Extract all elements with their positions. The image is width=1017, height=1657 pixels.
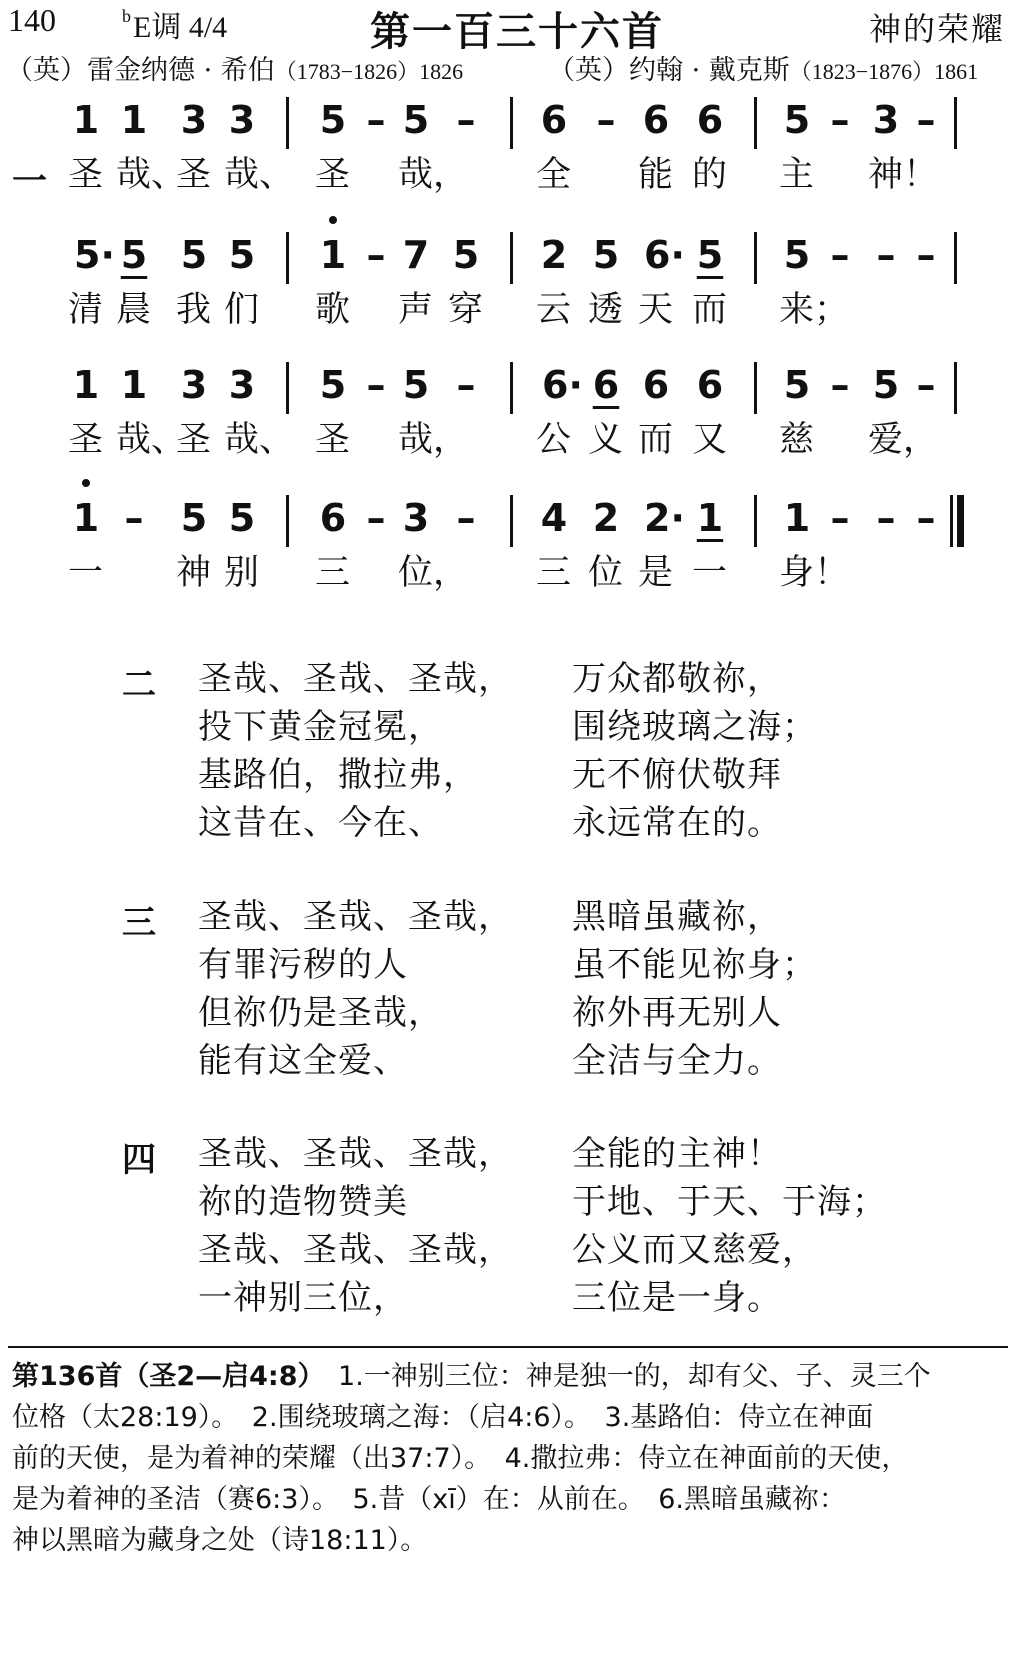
- lyric-syllable: 哉、: [224, 420, 295, 460]
- lyric-syllable: 清: [68, 290, 104, 330]
- verse-number: 一: [12, 162, 48, 202]
- high-octave-dot: [82, 479, 90, 487]
- verse-line: 祢外再无别人: [572, 993, 782, 1033]
- verse-line: 虽不能见祢身；: [572, 945, 817, 985]
- lyric-syllable: 圣: [315, 420, 351, 460]
- key-text: E调 4/4: [133, 11, 228, 44]
- verse-line: 有罪污秽的人: [198, 945, 408, 985]
- barline: [286, 232, 289, 284]
- composer-name: （英）约翰 · 戴克斯: [548, 55, 790, 86]
- lyric-syllable: 声: [398, 290, 434, 330]
- lyric-syllable: 全: [536, 155, 572, 195]
- note: 5: [120, 233, 148, 277]
- lyric-syllable: 而: [638, 420, 674, 460]
- note: 1: [313, 230, 353, 280]
- note: –: [916, 496, 936, 540]
- note: –: [916, 233, 936, 277]
- note: 2·: [644, 496, 685, 540]
- lyric-syllable: 哉、: [224, 155, 295, 195]
- barline: [286, 97, 289, 149]
- lyric-syllable: 的: [692, 155, 728, 195]
- lyric-syllable: 圣: [68, 155, 104, 195]
- verse-label: 三: [122, 903, 156, 943]
- footnote-line: 位格（太28:19）。 2.围绕玻璃之海：（启4:6）。 3.基路伯：侍立在神面: [12, 1402, 874, 1433]
- note: 1: [120, 98, 148, 142]
- verse-line: 圣哉、圣哉、圣哉，: [198, 659, 513, 699]
- lyric-syllable: 圣: [68, 420, 104, 460]
- lyric-syllable: 哉、: [116, 155, 187, 195]
- barline: [954, 97, 957, 149]
- note: 7: [402, 233, 430, 277]
- verse-label: 二: [122, 665, 156, 705]
- lyric-syllable: 我: [176, 290, 212, 330]
- barline: [510, 97, 513, 149]
- footnotes: [12, 1356, 1002, 1561]
- note: 1: [783, 496, 811, 540]
- note: 4: [540, 496, 568, 540]
- note: 2: [592, 496, 620, 540]
- lyric-syllable: 们: [224, 290, 260, 330]
- lyric-syllable: 三: [315, 553, 351, 593]
- barline: [954, 232, 957, 284]
- note: –: [876, 233, 896, 277]
- footnote-line: 神以黑暗为藏身之处（诗18:11）。: [12, 1525, 428, 1556]
- note: 3: [180, 98, 208, 142]
- note: 5: [180, 496, 208, 540]
- composer-credit: [548, 48, 978, 87]
- verse-line: 围绕玻璃之海；: [572, 707, 817, 747]
- verse-line: 这昔在、今在、: [198, 803, 443, 843]
- lyric-syllable: 能: [638, 155, 674, 195]
- note: 5: [402, 363, 430, 407]
- note: 5: [228, 233, 256, 277]
- lyric-syllable: 哉、: [116, 420, 187, 460]
- verse-line: 圣哉、圣哉、圣哉，: [198, 1134, 513, 1174]
- lyrics-row: [0, 285, 1017, 345]
- lyric-syllable: 一: [692, 553, 728, 593]
- note: –: [456, 496, 476, 540]
- note: –: [456, 98, 476, 142]
- barline: [754, 362, 757, 414]
- lyric-syllable: 神: [176, 553, 212, 593]
- lyric-syllable: 天: [638, 290, 674, 330]
- lyric-syllable: 义: [588, 420, 624, 460]
- lyric-syllable: 歌: [315, 290, 351, 330]
- note: 6: [540, 98, 568, 142]
- notes-row: [0, 230, 1017, 290]
- footnote-line: 是为着神的圣洁（赛6:3）。 5.昔（xī）在：从前在。 6.黑暗虽藏祢：: [12, 1484, 846, 1515]
- verse-line: 基路伯，撒拉弗，: [198, 755, 478, 795]
- verse-line: 无不俯伏敬拜: [572, 755, 782, 795]
- note: 6: [642, 363, 670, 407]
- note: 2: [540, 233, 568, 277]
- lyric-syllable: 别: [224, 553, 260, 593]
- note: –: [830, 496, 850, 540]
- composer-years: （1823−1876）1861: [789, 59, 979, 84]
- lyric-syllable: 云: [536, 290, 572, 330]
- note: 1: [66, 493, 106, 543]
- footnote-lead: 第136首（圣2—启4:8）: [12, 1361, 312, 1392]
- note: 3: [180, 363, 208, 407]
- barline: [510, 362, 513, 414]
- note: –: [366, 363, 386, 407]
- verse-line: 祢的造物赞美: [198, 1182, 408, 1222]
- verse-line: 公义而又慈爱，: [572, 1230, 817, 1270]
- barline: [754, 495, 757, 547]
- lyric-syllable: 哉，: [398, 155, 469, 195]
- note: –: [596, 98, 616, 142]
- note: 6: [696, 98, 724, 142]
- note: 6·: [542, 363, 583, 407]
- verse-line: 投下黄金冠冕，: [198, 707, 443, 747]
- barline: [754, 232, 757, 284]
- note: 1: [72, 98, 100, 142]
- lyric-syllable: 身！: [779, 553, 850, 593]
- note: 1: [72, 363, 100, 407]
- hymn-title: 第一百三十六首: [370, 9, 664, 55]
- verse-line: 圣哉、圣哉、圣哉，: [198, 1230, 513, 1270]
- lyricist-name: （英）雷金纳德 · 希伯: [6, 55, 275, 86]
- note: –: [876, 496, 896, 540]
- note: 5: [402, 98, 430, 142]
- footnote-line: 前的天使，是为着神的荣耀（出37:7）。 4.撒拉弗：侍立在神面前的天使，: [12, 1443, 909, 1474]
- lyric-syllable: 晨: [116, 290, 152, 330]
- lyric-syllable: 圣: [315, 155, 351, 195]
- lyric-syllable: 公: [536, 420, 572, 460]
- high-octave-dot: [329, 216, 337, 224]
- hymn-category: 神的荣耀: [868, 10, 1005, 48]
- note: –: [916, 363, 936, 407]
- notes-row: [0, 360, 1017, 420]
- note: 5: [872, 363, 900, 407]
- barline: [286, 495, 289, 547]
- note: 6: [642, 98, 670, 142]
- lyric-syllable: 是: [638, 553, 674, 593]
- note: –: [366, 233, 386, 277]
- note: 5: [783, 363, 811, 407]
- lyric-syllable: 慈: [779, 420, 815, 460]
- note: 5: [319, 363, 347, 407]
- note: –: [830, 233, 850, 277]
- note: 6: [319, 496, 347, 540]
- note: 5·: [74, 233, 115, 277]
- note: –: [366, 98, 386, 142]
- verse-line: 一神别三位，: [198, 1278, 408, 1318]
- note: 1: [120, 363, 148, 407]
- verse-label: 四: [122, 1140, 156, 1180]
- note: –: [456, 363, 476, 407]
- lyricist-years: （1783−1826）1826: [274, 59, 464, 84]
- note: –: [124, 496, 144, 540]
- page-number: 140: [8, 2, 56, 38]
- lyric-syllable: 一: [68, 553, 104, 593]
- final-barline: [957, 495, 964, 547]
- note: 5: [783, 98, 811, 142]
- verse-line: 圣哉、圣哉、圣哉，: [198, 897, 513, 937]
- lyric-syllable: 哉，: [398, 420, 469, 460]
- verse-line: 永远常在的。: [572, 803, 782, 843]
- key-signature: [122, 2, 227, 46]
- lyric-syllable: 位，: [398, 553, 469, 593]
- note: 5: [696, 233, 724, 277]
- barline: [510, 232, 513, 284]
- barline: [954, 362, 957, 414]
- lyric-syllable: 三: [536, 553, 572, 593]
- note: 5: [180, 233, 208, 277]
- verse-line: 但祢仍是圣哉，: [198, 993, 443, 1033]
- note: 5: [228, 496, 256, 540]
- verse-line: 能有这全爱、: [198, 1041, 408, 1081]
- lyricist-credit: [6, 48, 463, 87]
- note: 3: [402, 496, 430, 540]
- note: –: [366, 496, 386, 540]
- verse-line: 黑暗虽藏祢，: [572, 897, 782, 937]
- note: 5: [452, 233, 480, 277]
- note: 5: [592, 233, 620, 277]
- lyric-syllable: 透: [588, 290, 624, 330]
- verse-line: 三位是一身。: [572, 1278, 782, 1318]
- lyric-syllable: 圣: [176, 155, 212, 195]
- note: 5: [783, 233, 811, 277]
- note: –: [830, 98, 850, 142]
- barline: [510, 495, 513, 547]
- note: 3: [872, 98, 900, 142]
- verse-line: 全洁与全力。: [572, 1041, 782, 1081]
- note: –: [830, 363, 850, 407]
- lyric-syllable: 神！: [868, 155, 939, 195]
- note: 6·: [644, 233, 685, 277]
- lyric-syllable: 来；: [779, 290, 850, 330]
- barline: [950, 495, 953, 547]
- divider-rule: [8, 1346, 1008, 1348]
- lyric-syllable: 位: [588, 553, 624, 593]
- barline: [754, 97, 757, 149]
- verse-line: 万众都敬祢，: [572, 659, 782, 699]
- note: 3: [228, 98, 256, 142]
- footnote-line: 第136首（圣2—启4:8） 1.一神别三位：神是独一的，却有父、子、灵三个: [12, 1361, 931, 1392]
- lyric-syllable: 而: [692, 290, 728, 330]
- note: 6: [592, 363, 620, 407]
- lyrics-row: [0, 150, 1017, 210]
- lyrics-row: [0, 415, 1017, 475]
- note: 1: [696, 496, 724, 540]
- lyric-syllable: 主: [779, 155, 815, 195]
- note: 6: [696, 363, 724, 407]
- notes-row: [0, 95, 1017, 155]
- notes-row: [0, 493, 1017, 553]
- barline: [286, 362, 289, 414]
- flat-sign: b: [122, 6, 131, 26]
- note: –: [916, 98, 936, 142]
- lyric-syllable: 又: [692, 420, 728, 460]
- verse-line: 全能的主神！: [572, 1134, 782, 1174]
- lyric-syllable: 爱，: [868, 420, 939, 460]
- lyrics-row: [0, 548, 1017, 608]
- lyric-syllable: 圣: [176, 420, 212, 460]
- verse-line: 于地、于天、于海；: [572, 1182, 887, 1222]
- lyric-syllable: 穿: [448, 290, 484, 330]
- note: 5: [319, 98, 347, 142]
- note: 3: [228, 363, 256, 407]
